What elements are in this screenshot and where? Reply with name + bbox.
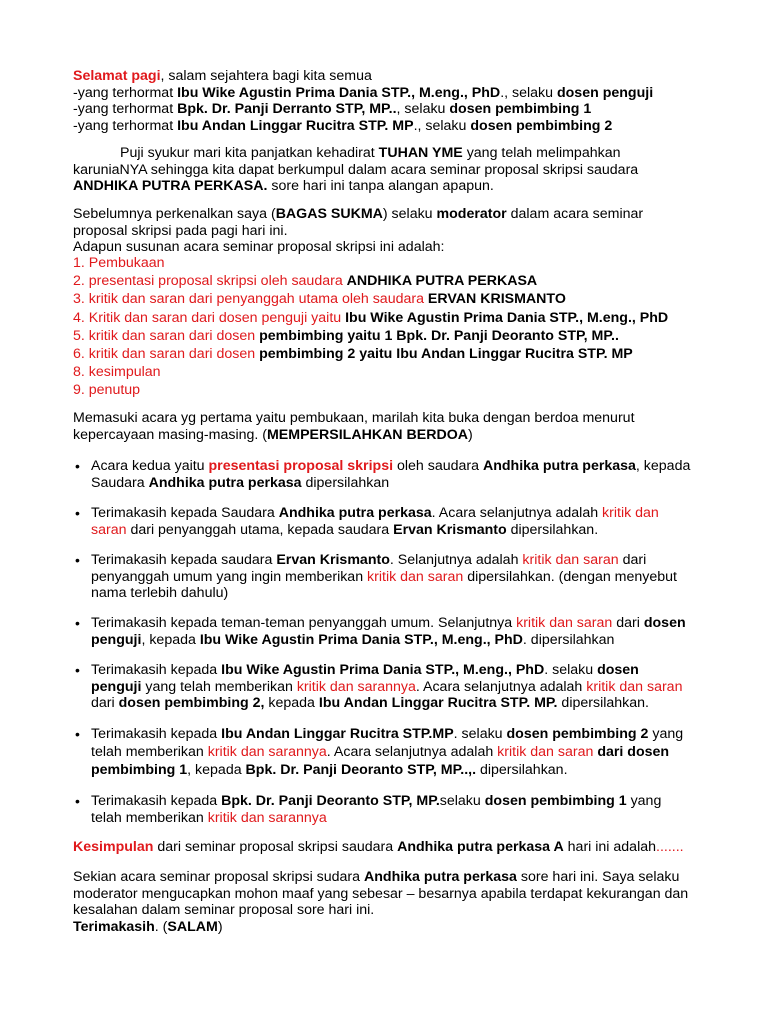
- agenda-item: 2. presentasi proposal skripsi oleh saudara ANDHIKA PUTRA PERKASA: [73, 273, 538, 290]
- greeting-line: -yang terhormat Bpk. Dr. Panji Derranto STP, MP.., selaku dosen pembimbing 1: [73, 101, 592, 118]
- agenda-item: 5. kritik dan saran dari dosen pembimbing yaitu 1 Bpk. Dr. Panji Deoranto STP, MP..: [73, 327, 619, 344]
- opening-paragraph: Memasuki acara yg pertama yaitu pembukaan, marilah kita buka dengan berdoa menurut kepercayaan masing-masing. (MEMPERSILAHKAN BERDOA): [73, 410, 635, 443]
- bullet-dot-icon: •: [75, 552, 80, 568]
- greeting-line: -yang terhormat Ibu Andan Linggar Rucitra STP. MP., selaku dosen pembimbing 2: [73, 117, 613, 134]
- bullet-dot-icon: •: [75, 458, 80, 474]
- conclusion-paragraph: Kesimpulan dari seminar proposal skripsi saudara Andhika putra perkasa A hari ini adalah.......: [73, 839, 684, 855]
- agenda-item: 4. Kritik dan saran dari dosen penguji yaitu Ibu Wike Agustin Prima Dania STP., M.eng., PhD: [73, 309, 669, 326]
- agenda-item: 1. Pembukaan: [73, 255, 165, 271]
- bullet-dot-icon: •: [75, 615, 80, 631]
- intro-paragraph: Sebelumnya perkenalkan saya (BAGAS SUKMA) selaku moderator dalam acara seminar proposal skripsi pada pagi hari ini. Adapun susunan acara seminar proposal skripsi ini adalah:: [73, 206, 644, 256]
- agenda-item: 8. kesimpulan: [73, 364, 161, 381]
- bullet-dot-icon: •: [75, 793, 80, 809]
- agenda-item: 6. kritik dan saran dari dosen pembimbing 2 yaitu Ibu Andan Linggar Rucitra STP. MP: [73, 346, 633, 363]
- salutation: Selamat pagi: [73, 68, 161, 84]
- bullet-dot-icon: •: [75, 726, 80, 742]
- bullet-dot-icon: •: [75, 662, 80, 678]
- bullet-dot-icon: •: [75, 505, 80, 521]
- closing-paragraph: Sekian acara seminar proposal skripsi sudara Andhika putra perkasa sore hari ini. Saya selaku moderator mengucapkan mohon maaf yang sebesar – besarnya apabila terdapat kekurangan dan kesalahan dalam seminar proposal sore hari ini. Terimakasih. (SALAM): [73, 869, 689, 935]
- greeting-line: -yang terhormat Ibu Wike Agustin Prima Dania STP., M.eng., PhD., selaku dosen penguji: [73, 84, 654, 101]
- greeting-line: Selamat pagi, salam sejahtera bagi kita semua: [73, 68, 372, 84]
- agenda-item: 3. kritik dan saran dari penyanggah utama oleh saudara ERVAN KRISMANTO: [73, 291, 566, 308]
- greeting-block: [73, 68, 653, 134]
- agenda-list: [73, 254, 668, 400]
- document-page: Selamat pagi, salam sejahtera bagi kita semua -yang terhormat Ibu Wike Agustin Prima Dania STP., M.eng., PhD., selaku dosen penguji -yang terhormat Bpk. Dr. Panji Derranto STP, MP.., selaku dosen pembimbing 1 -yang terhormat Ibu Andan Linggar Rucitra STP. MP., selaku dosen pembimbing 2 Puji syukur mari kita panjatkan kehadirat TUHAN YME yang telah melimpahkan karuniaNYA sehingga kita dapat berkumpul dalam acara seminar proposal skripsi saudara ANDHIKA PUTRA PERKASA. sore hari ini tanpa alangan apapun. Sebelumnya perkenalkan saya (BAGAS SUKMA) selaku moderator dalam acara seminar proposal skripsi pada pagi hari ini. Adapun susunan acara seminar proposal skripsi ini adalah: 1. Pembukaan 2. presentasi proposal skripsi oleh saudara ANDHIKA PUTRA PERKASA 3. kritik dan saran dari penyanggah utama oleh saudara ERVAN KRISMANTO 4. Kritik dan saran dari dosen penguji yaitu Ibu Wike Agustin Prima Dania STP., M.eng., PhD 5. kritik dan saran dari dosen pembimbing yaitu 1 Bpk. Dr. Panji Deoranto STP, MP.. 6. kritik dan saran dari dosen pembimbing 2 yaitu Ibu Andan Linggar Rucitra STP. MP 8. kesimpulan 9. penutup Memasuki acara yg pertama yaitu pembukaan, marilah kita buka dengan berdoa menurut kepercayaan masing-masing. (MEMPERSILAHKAN BERDOA) • Acara kedua yaitu presentasi proposal skripsi oleh saudara Andhika putra perkasa, kepada Saudara Andhika putra perkasa dipersilahkan • Terimakasih kepada Saudara Andhika putra perkasa. Acara selanjutnya adalah kritik dan saran dari penyanggah utama, kepada saudara Ervan Krismanto dipersilahkan. • Terimakasih kepada saudara Ervan Krismanto. Selanjutnya adalah kritik dan saran dari penyanggah umum yang ingin memberikan kritik dan saran dipersilahkan. (dengan menyebut nama terlebih dahulu) • Terimakasih kepada teman-teman penyanggah umum. Selanjutnya kritik dan saran dari dosen penguji, kepada Ibu Wike Agustin Prima Dania STP., M.eng., PhD. dipersilahkan • Terimakasih kepada Ibu Wike Agustin Prima Dania STP., M.eng., PhD. selaku dosen penguji yang telah memberikan kritik dan sarannya. Acara selanjutnya adalah kritik dan saran dari dosen pembimbing 2, kepada Ibu Andan Linggar Rucitra STP. MP. dipersilahkan. • Terimakasih kepada Ibu Andan Linggar Rucitra STP.MP. selaku dosen pembimbing 2 yang telah memberikan kritik dan sarannya. Acara selanjutnya adalah kritik dan saran dari dosen pembimbing 1, kepada Bpk. Dr. Panji Deoranto STP, MP..,. dipersilahkan. • Terimakasih kepada Bpk. Dr. Panji Deoranto STP, MP.selaku dosen pembimbing 1 yang telah memberikan kritik dan sarannya Kesimpulan dari seminar proposal skripsi saudara Andhika putra perkasa A hari ini adalah....... Sekian acara seminar proposal skripsi sudara Andhika putra perkasa sore hari ini. Saya selaku moderator mengucapkan mohon maaf yang sebesar – besarnya apabila terdapat kekurangan dan kesalahan dalam seminar proposal sore hari ini. Terimakasih. (SALAM): [73, 68, 691, 935]
- agenda-item: 9. penutup: [73, 382, 141, 399]
- gratitude-paragraph: Puji syukur mari kita panjatkan kehadirat TUHAN YME yang telah melimpahkan karuniaNYA sehingga kita dapat berkumpul dalam acara seminar proposal skripsi saudara ANDHIKA PUTRA PERKASA. sore hari ini tanpa alangan apapun.: [73, 145, 639, 195]
